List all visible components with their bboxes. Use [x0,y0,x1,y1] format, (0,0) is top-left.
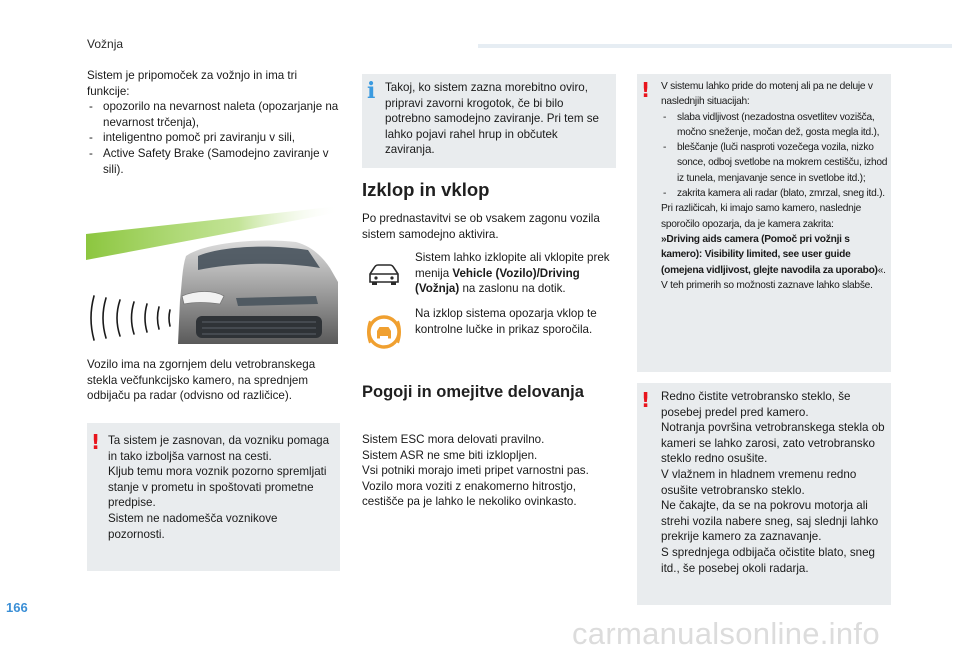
cleaning-text: Redno čistite vetrobransko steklo, še posebej predel pred kamero. Notranja površina vetrobranskega stekla ob kameri se lahko zarosi, zato vetrobransko steklo redno osušite. V vlažnem in hladnem vremenu redno osušite vetrobransko steklo. Ne čakajte, da se na pokrovu motorja ali strehi vozila nabere sneg, saj slednji lahko prekrije kamero za zaznavanje. S sprednjega odbijača očistite blato, sneg itd., še posebej okoli radarja. [661,390,885,575]
camera-message: »Driving aids camera (Pomoč pri vožnji s kamero): Visibility limited, see user guide (omejena vidljivost, glejte navodila za uporabo)«. [661,233,886,276]
watermark: carmanualsonline.info [572,616,880,651]
lamp-text: Na izklop sistema opozarja vklop te kontrolne lučke in prikaz sporočila. [415,307,597,336]
limitations-text: V sistemu lahko pride do motenj ali pa ne deluje v naslednjih situacijah: - slaba vidljivost (nezadostna osvetlitev vozišča, močno sneženje, močan dež, gosta megla itd.), - bleščanje (luči nasproti vozečega vozila, nizko sonce, odboj svetlobe na mokrem cestišču, izhod iz tunela, menjavanje sence in svetlobe itd.); - zakrita kamera ali radar (blato, zmrzal, sneg itd.). Pri različicah, ki imajo samo kamero, naslednje sporočilo opozarja, da je kamera zakrita: »Driving aids camera (Pomoč pri vožnji s kamero): Visibility limited, see user guide (omejena vidljivost, glejte navodila za uporabo)«. V teh primerih so možnosti zaznave lahko slabše. [661,79,889,293]
list-item: - bleščanje (luči nasproti vozečega vozila, nizko sonce, odboj svetlobe na mokrem cestišču, izhod iz tunela, menjavanje sence in svetlobe itd.); [661,140,889,186]
car-front-view [178,241,338,344]
menu-driving: Driving (Vožnja) [415,266,580,296]
menu-vehicle: Vehicle (Vozilo) [452,266,537,280]
heading-pogoji: Pogoji in omejitve delovanja [362,383,584,401]
section-title: Vožnja [87,37,124,51]
camera-text: Vozilo ima na zgornjem delu vetrobranskega stekla večfunkcijsko kamero, na sprednjem odbijaču pa radar (odvisno od različice). [87,358,316,403]
page-number: 166 [6,600,28,615]
list-item: - Active Safety Brake (Samodejno zaviranje v sili). [87,146,339,177]
heading-izklop-vklop: Izklop in vklop [362,179,490,200]
warning-exclamation-icon: ! [641,388,651,412]
radar-waves [91,296,170,340]
list-item: - inteligentno pomoč pri zaviranju v sili, [87,130,339,146]
limitations-list [661,110,889,202]
car-radar-illustration [86,204,340,344]
list-item: - opozorilo na nevarnost naleta (opozarjanje na nevarnost trčenja), [87,99,339,130]
menu-text: Sistem lahko izklopite ali vklopite prek menija Vehicle (Vozilo)/Driving (Vožnja) na zaslonu na dotik. [415,251,610,296]
onoff-text: Po prednastavitvi se ob vsakem zagonu vozila sistem samodejno aktivira. [362,212,600,241]
list-item: - slaba vidljivost (nezadostna osvetlitev vozišča, močno sneženje, močan dež, gosta megla itd.), [661,110,889,141]
warning-exclamation-icon: ! [91,430,101,454]
warning-text: Ta sistem je zasnovan, da vozniku pomaga in tako izboljša varnost na cesti. Kljub temu mora voznik pozorno spremljati stanje v prometu in spoštovati prometne predpise. Sistem ne nadomešča voznikove pozornosti. [108,434,330,541]
car-settings-icon [366,258,402,288]
feature-list [87,99,339,177]
info-i-icon: i [367,78,376,104]
info-text: Takoj, ko sistem zazna morebitno oviro, pripravi zavorni krogotok, če bi bilo potrebno samodejno zaviranje. Pri tem se lahko pojavi rahel hrup in občutek zaviranja. [385,81,599,157]
list-item: - zakrita kamera ali radar (blato, zmrzal, sneg itd.). [661,186,889,201]
intro-text: Sistem je pripomoček za vožnjo in ima tri funkcije: [87,69,298,98]
header-rule [478,44,952,48]
brake-warning-lamp-icon [364,312,404,352]
intro-block [87,68,339,177]
conditions-text: Sistem ESC mora delovati pravilno. Sistem ASR ne sme biti izklopljen. Vsi potniki morajo imeti pripet varnostni pas. Vozilo mora voziti z enakomerno hitrostjo, cestišče pa je lahko le nekoliko ovinkasto. [362,433,589,509]
warning-exclamation-icon: ! [641,78,651,102]
